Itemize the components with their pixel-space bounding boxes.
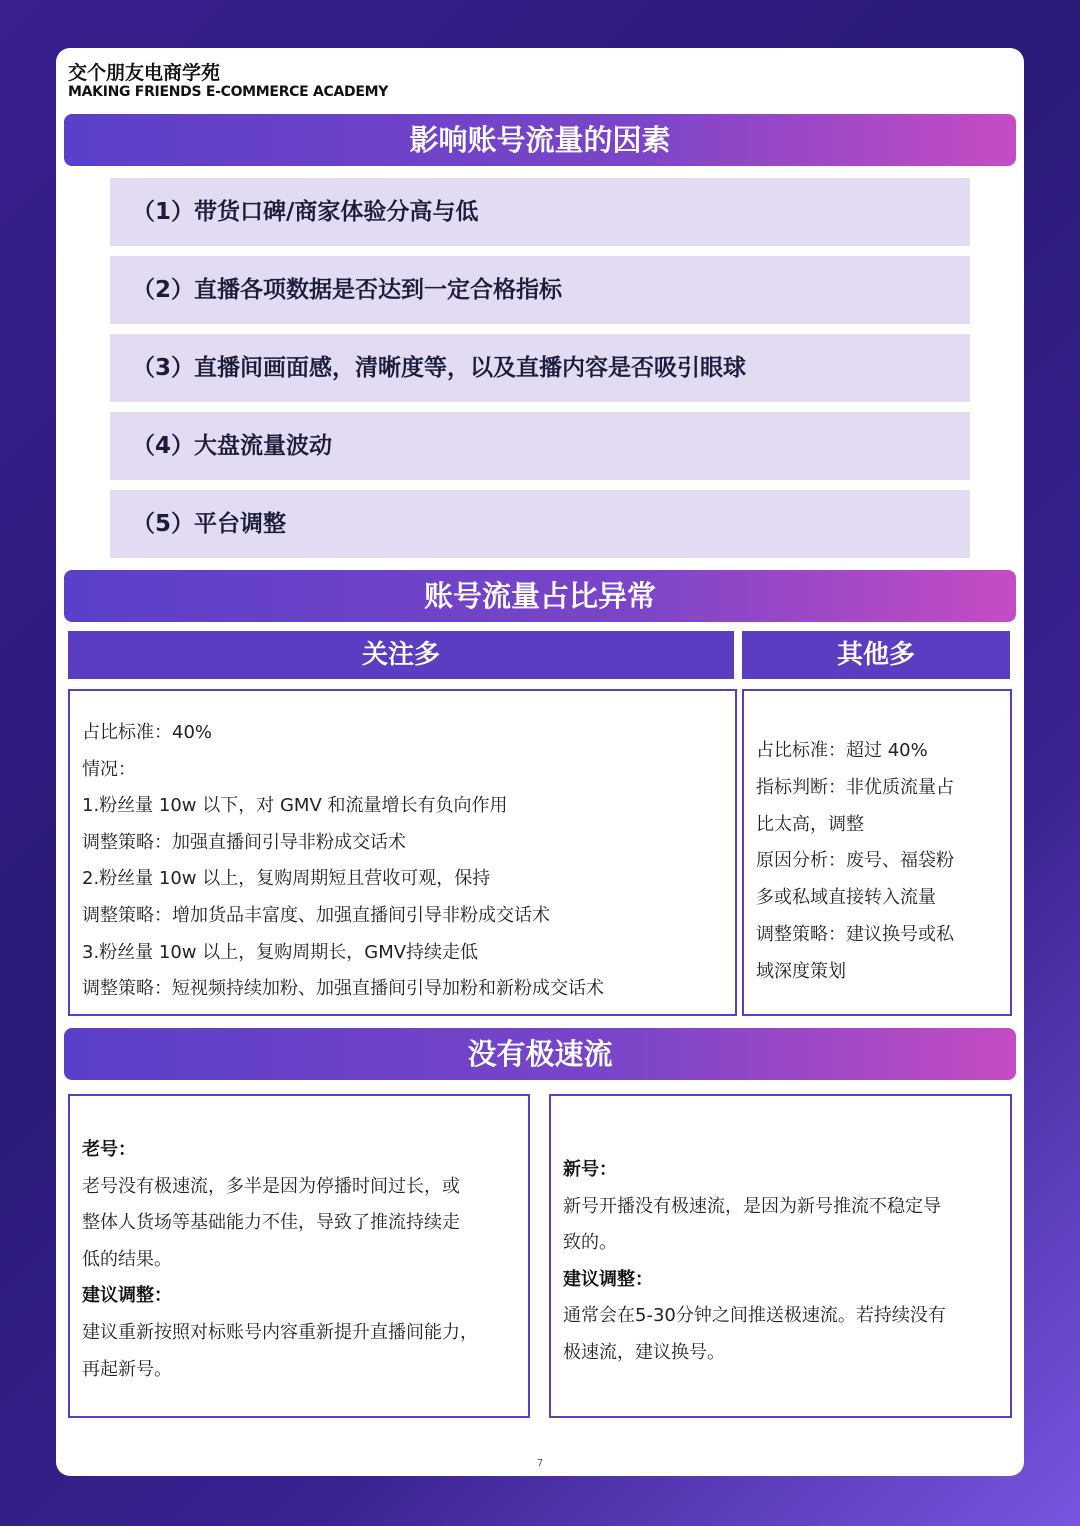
new-account-label: 新号： xyxy=(563,1159,617,1180)
followers-column-header: 关注多 xyxy=(68,631,734,679)
text-line: 调整策略：加强直播间引导非粉成交话术 xyxy=(82,831,406,853)
text-line: 域深度策划 xyxy=(756,960,846,982)
text-line: 调整策略：短视频持续加粉、加强直播间引导加粉和新粉成交话术 xyxy=(82,978,604,1000)
brand-name-cn: 交个朋友电商学苑 xyxy=(68,62,221,84)
old-account-advice-label: 建议调整： xyxy=(82,1285,172,1307)
text-line: 调整策略：增加货品丰富度、加强直播间引导非粉成交话术 xyxy=(82,904,550,926)
new-account-advice-label: 建议调整： xyxy=(563,1268,653,1290)
text-line: 比太高，调整 xyxy=(756,813,864,835)
followers-panel xyxy=(68,689,737,1016)
text-line: 占比标准：超过 40% xyxy=(756,740,928,761)
section3-title: 没有极速流 xyxy=(64,1028,1016,1080)
others-column-header: 其他多 xyxy=(742,631,1010,679)
text-line: 占比标准：40% xyxy=(82,722,213,743)
section2-title: 账号流量占比异常 xyxy=(64,570,1016,622)
brand-name-en: MAKING FRIENDS E-COMMERCE ACADEMY xyxy=(68,84,389,100)
others-text xyxy=(756,733,954,991)
page-number: 7 xyxy=(536,1458,544,1469)
text-line: 致的。 xyxy=(563,1232,617,1254)
others-panel xyxy=(742,689,1012,1016)
factor-item-1: （1）带货口碑/商家体验分高与低 xyxy=(110,178,970,246)
page-card xyxy=(56,48,1024,1476)
text-line: 3.粉丝量 10w 以上，复购周期长，GMV持续走低 xyxy=(82,941,479,963)
text-line: 再起新号。 xyxy=(82,1358,172,1380)
section1-title: 影响账号流量的因素 xyxy=(64,114,1016,166)
followers-text xyxy=(82,715,604,1008)
text-line: 1.粉丝量 10w 以下，对 GMV 和流量增长有负向作用 xyxy=(82,795,508,817)
factor-item-3: （3）直播间画面感，清晰度等，以及直播内容是否吸引眼球 xyxy=(110,334,970,402)
old-account-text xyxy=(82,1132,478,1388)
old-account-label: 老号： xyxy=(82,1139,136,1160)
old-account-panel xyxy=(68,1094,530,1418)
factor-item-4: （4）大盘流量波动 xyxy=(110,412,970,480)
text-line: 原因分析：废号、福袋粉 xyxy=(756,850,954,872)
text-line: 情况： xyxy=(82,758,136,780)
text-line: 低的结果。 xyxy=(82,1248,172,1270)
new-account-panel xyxy=(549,1094,1012,1418)
factor-item-5: （5）平台调整 xyxy=(110,490,970,558)
text-line: 极速流，建议换号。 xyxy=(563,1341,725,1363)
factor-item-2: （2）直播各项数据是否达到一定合格指标 xyxy=(110,256,970,324)
text-line: 多或私域直接转入流量 xyxy=(756,887,936,909)
text-line: 指标判断：非优质流量占 xyxy=(756,776,954,798)
text-line: 老号没有极速流，多半是因为停播时间过长，或 xyxy=(82,1175,460,1197)
text-line: 建议重新按照对标账号内容重新提升直播间能力， xyxy=(82,1321,478,1343)
text-line: 通常会在5-30分钟之间推送极速流。若持续没有 xyxy=(563,1305,946,1327)
text-line: 2.粉丝量 10w 以上，复购周期短且营收可观，保持 xyxy=(82,868,491,890)
text-line: 整体人货场等基础能力不佳，导致了推流持续走 xyxy=(82,1212,460,1234)
text-line: 新号开播没有极速流，是因为新号推流不稳定导 xyxy=(563,1195,941,1217)
new-account-text xyxy=(563,1152,946,1372)
text-line: 调整策略：建议换号或私 xyxy=(756,923,954,945)
